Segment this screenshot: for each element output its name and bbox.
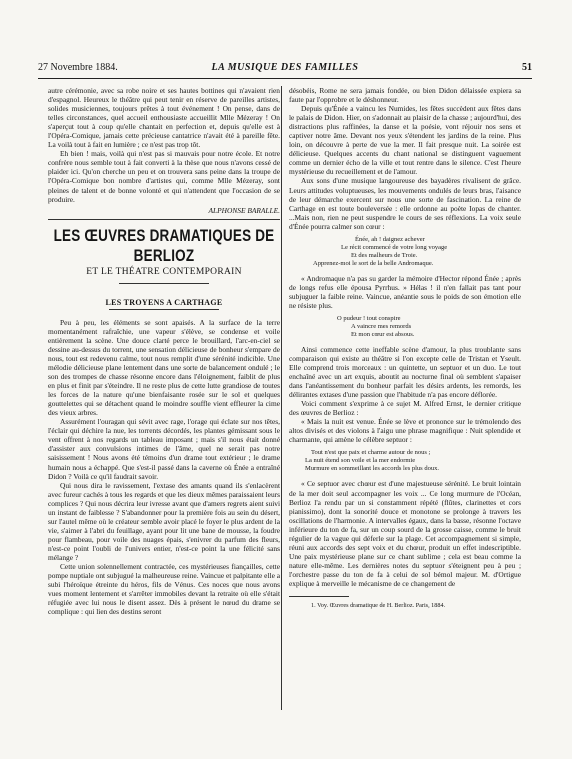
verse-line: Tout n'est que paix et charme autour de nous ; [311,449,431,457]
verse-line: Et mon cœur est absous. [351,330,415,338]
footnote-rule [289,596,349,597]
column-divider [281,86,282,710]
page-number: 51 [522,62,532,73]
paragraph: Aux sons d'une musique langoureuse des bayadères rivalisent de grâce. Leurs attitudes voluptueuses, les mouvements ondulés de leurs bras, l'aisance de leur démarche exercent sur nous une sorte de fascination. La reine de Carthage en est toute bouleversée : elle ordonne au poète Iopas de chanter. ...Mais non, rien ne peut suspendre le cours de ses réflexions. La voix seule d'Énée pourra calmer son cœur : [289,176,521,231]
article-subtitle: ET LE THÉATRE CONTEMPORAIN [86,266,242,277]
paragraph: « Ce septuor avec chœur est d'une majestueuse sérénité. Le bruit lointain de la mer doit seul accompagner les voix ... Ce long murmure de l'Océan, Berlioz l'a rendu par un si constamment répété (flûtes, clarinettes et cors pianissimo), dont la sonorité douce et monotone se prolonge à travers les oscillations de l'harmonie. A intervalles égaux, dans la basse, résonne l'octave inférieure du ton de fa, sur un coup sourd de la grosse caisse, comme le bruit régulier de la vague qui déferle sur la plage. Cet accompagnement si simple, réuni aux accords des sept voix et du chœur, produit un effet indescriptible. Une paix mystérieuse plane sur ce chant sublime ; cela est beau comme la nature elle-même. Les dernières notes du septuor s'éteignent peu à peu ; l'orchestre passe du ton de fa à celui de sol bémol majeur. M. d'Ortigue explique à merveille le mécanisme de ce changement de [289,479,521,588]
article-title: LES ŒUVRES DRAMATIQUES DE BERLIOZ [53,225,275,265]
footnote: 1. Voy. Œuvres dramatique de H. Berlioz. Paris, 1884. [311,602,446,610]
paragraph: Depuis qu'Énée a vaincu les Numides, les fêtes succèdent aux fêtes dans le palais de Didon. Hier, on s'adonnait au plaisir de la chasse ; aujourd'hui, des distractions plus raffinées, la danse et la poésie, vont réjouir nos sens et captiver notre âme. Devant nos yeux s'étendent les jardins de la reine. Plus loin, on découvre à perte de vue la mer. Il fait presque nuit. La soirée est délicieuse. Quelques accents du chant national se distinguent vaguement comme un dernier écho de la ville et tout rentre dans le silence. C'est l'heure mystérieuse du recueillement et de l'amour. [289,104,521,177]
verse-block [289,449,521,473]
verse-line: La nuit étend son voile et la mer endormie [305,457,416,465]
header-title: LA MUSIQUE DES FAMILLES [211,62,359,73]
verse-line: Énée, ah ! daignez achever [355,235,425,243]
paragraph: Ainsi commence cette ineffable scène d'amour, la plus troublante sans comparaison qui existe au théâtre si l'on excepte celle de Tristan et Yseult. Elle comprend trois morceaux : un quintette, un septuor et un duo. Le tout enchaîné avec un art exquis, aboutit au nocturne final où semblent s'apaiser dans l'anéantissement du bonheur parfait les désirs ardents, les remords, les délirantes extases d'une passion que l'habitude n'a pas encore déflorée. [289,344,521,400]
right-column [289,86,521,610]
paragraph: Cette union solennellement contractée, ces mystérieuses fiançailles, cette pompe nuptiale ont subjugué la malheureuse reine. Vaincue et palpitante elle a subi l'héroïque étreinte du héros, fils de Vénus. Ces noces que nous avons vues moment lentement et s'arrêter immobiles devant la retraite où elle s'était réfugiée avec lui nous le disent assez. Dès à présent le nœud du drame se complique : qui lien des destins seront [48,562,280,617]
verse-line: Apprenez-moi le sort de la belle Andromaque. [313,259,434,267]
page-header [38,62,532,78]
header-date: 27 Novembre 1884. [38,62,118,73]
left-column [48,86,280,616]
section-rule [48,219,280,220]
header-rule [38,78,532,79]
paragraph: « Mais la nuit est venue. Énée se lève et prononce sur le trémolendo des altos divisés et des violons à l'aigu une phrase magnifique : Nuit splendide et charmante, qui amène le célèbre septuor : [289,417,521,445]
paragraph: Eh bien ! mais, voilà qui n'est pas si mauvais pour notre école. Et notre confrère nous semble tout à fait converti à la thèse que nous n'avons cessé de plaider ici. Qu'on cherche un peu et on trouvera sans peine dans la troupe de l'Opéra-Comique bon nombre d'artistes qui, comme Mlle Mézeray, sont pleines de talent et de bonne volonté et qui n'attendent que l'occasion de se produire. [48,149,280,204]
paragraph: « Andromaque n'a pas su garder la mémoire d'Hector répond Énée ; après de longs refus elle épousa Pyrrhus. » Hélas ! il n'en fallait pas tant pour subjuguer la faible reine. Vaincue, anéantie sous le poids de son émotion elle ne résiste plus. [289,273,521,310]
paragraph: autre cérémonie, avec sa robe noire et ses hautes bottines qui n'avaient rien d'espagnol. Heureux le théâtre qui peut tenir en réserve de pareilles artistes, solides musiciennes, toujours prêtes à tout événement ! On pense, dans de telles circonstances, quel accueil enthousiaste accueillit Mlle Mézeray ! On s'aperçut tout à coup qu'elle chantait en perfection et, depuis qu'elle est à l'Opéra-Comique, jamais cette précieuse cantatrice n'avait été à pareille fête. La voilà tout à fait en lumière ; ce n'est pas trop tôt. [48,86,280,150]
signature: ALPHONSE BARALLE. [208,205,280,215]
verse-line: Et des malheurs de Troie. [351,251,418,259]
verse-line: Murmure en sommeillant les accords les plus doux. [305,465,439,473]
verse-line: O pudeur ! tout conspire [337,314,401,322]
paragraph: Assurément l'ouragan qui sévit avec rage, l'orage qui éclate sur nos têtes, l'éclair qui déchire la nue, les torrents décordés, les plantes gémissant sous le vent offrent à nos regards un tableau imposant ; mais s'il nous était donné d'assister aux convulsions intimes de l'âme, quel ne serait pas notre saisissement ! Nous avons été témoins d'un drame tout extérieur ; le drame humain nous a échappé. Que s'est-il passé dans la caverne où Énée a entraîné Didon ? Voilà ce qu'il faudrait savoir. [48,417,280,481]
section-title: LES TROYENS A CARTHAGE [105,297,223,307]
paragraph: Qui nous dira le ravissement, l'extase des amants quand ils s'enlacèrent avec fureur cachés à tous les regards et que les dieux mêmes paraissaient leurs complices ? Qui nous décrira leur ivresse avant que d'amers regrets aient suivi un instant de faiblesse ? S'abandonner pour la première fois au sein du désert, sur l'autel même où le créateur semble avoir placé le foyer le plus ardent de la vie, s'aimer à l'abri du feuillage, ayant pour lit une bane de mousse, la foudre pour flambeau, pour voile des nuages épais, s'enivrer du parfum des fleurs, n'est-ce point l'oubli de l'univers entier, n'est-ce point la une félicité sans mélange ? [48,480,280,562]
title-rule [119,283,209,284]
verse-line: A vaincre mes remords [351,322,412,330]
verse-line: Le récit commencé de votre long voyage [341,243,448,251]
paragraph: Peu à peu, les éléments se sont apaisés. A la surface de la terre momentanément rafraîchie, une vapeur s'élève, se condense et voile entièrement la scène. Une douce clarté perce le brouillard, l'arc-en-ciel se dessine au-dessus du torrent, une sensation délicieuse de bonheur s'empare de nous, tout est redevenu calme, tout nous remplit d'une sérénité indicible. Une mélodie délicieuse plane lentement dans une sorte de balancement ondulé ; le son des trompes de chasse résonne encore dans l'éloignement, faiblit de plus en plus et finit par s'éteindre. Il ne reste plus de cette lutte grandiose de toutes les forces de la nature qu'une bienfaisante rosée sur le sol et quelques gouttelettes qui se détachent quand le moindre souffle vient effleurer la cime des vieux arbres. [48,317,280,418]
section-underline [109,309,219,310]
verse-block [289,315,521,339]
paragraph: Voici comment s'exprime à ce sujet M. Alfred Ernst, le dernier critique des œuvres de Berlioz : [289,399,521,418]
verse-block [289,236,521,268]
paragraph: désobéis, Rome ne sera jamais fondée, ou bien Didon délaissée expiera sa faute par l'opprobre et le déshonneur. [289,86,521,105]
